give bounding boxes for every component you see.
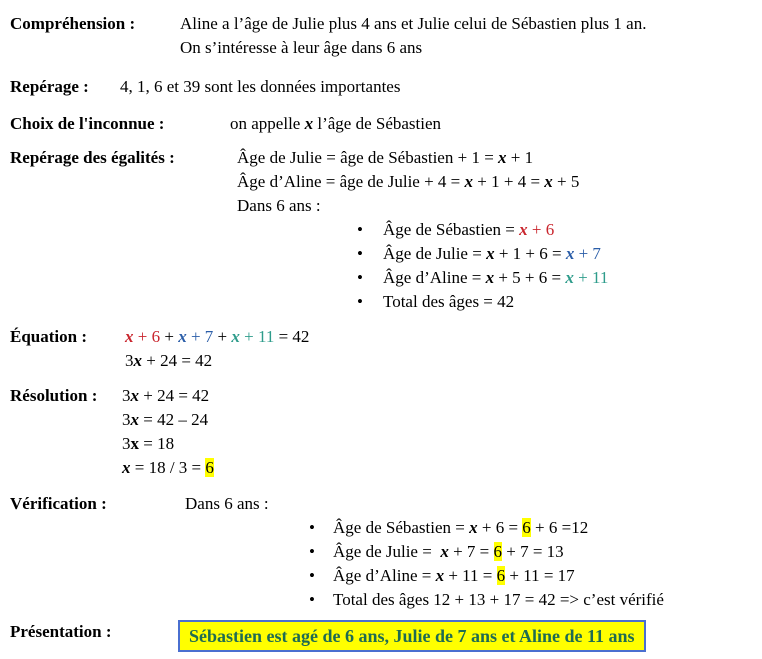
list-item-verif-aline bbox=[307, 564, 762, 588]
resolution-step-4 bbox=[122, 456, 762, 480]
text-run: Total des âges = 42 bbox=[383, 292, 515, 311]
comprehension-line-1: Aline a l’âge de Julie plus 4 ans et Julie celui de Sébastien plus 1 an. bbox=[180, 14, 647, 33]
text-run: + 5 + 6 = bbox=[494, 268, 566, 287]
text-run: = 18 / 3 = bbox=[130, 458, 206, 477]
text-run: x bbox=[565, 268, 574, 287]
egalites-line-julie bbox=[237, 146, 762, 170]
text-run: Âge de Julie = bbox=[383, 244, 487, 263]
list-item-verif-julie bbox=[307, 540, 762, 564]
text-run: Âge de Sébastien = bbox=[333, 518, 470, 537]
text-run: x bbox=[130, 386, 139, 405]
text-run: + 11 = 17 bbox=[505, 566, 575, 585]
text-run: = 42 bbox=[274, 327, 310, 346]
text-run: + 1 + 6 = bbox=[494, 244, 566, 263]
section-verification bbox=[0, 492, 762, 612]
text-run: + 11 = bbox=[444, 566, 497, 585]
text-run: x bbox=[464, 172, 474, 191]
text-run: + 7 = 13 bbox=[502, 542, 564, 561]
text-run: l’âge de Sébastien bbox=[313, 114, 442, 133]
text-run: + bbox=[160, 327, 179, 346]
text-run: 6 bbox=[496, 566, 506, 585]
text-run: 3 bbox=[122, 434, 131, 453]
text-run: + 11 bbox=[573, 268, 609, 287]
text-run: x bbox=[122, 458, 131, 477]
text-run: 6 bbox=[205, 458, 214, 477]
reperage-label: Repérage : bbox=[10, 77, 94, 96]
egalites-line-dans-6-ans: Dans 6 ans : bbox=[237, 196, 321, 215]
text-run: 6 bbox=[522, 518, 531, 537]
verification-bullet-list bbox=[307, 516, 762, 612]
list-item-verif-sebastien bbox=[307, 516, 762, 540]
text-run: + bbox=[213, 327, 232, 346]
text-run: x bbox=[178, 327, 187, 346]
text-run: Âge de Julie = bbox=[333, 542, 441, 561]
resolution-step-3 bbox=[122, 432, 762, 456]
text-run: + 7 bbox=[186, 327, 214, 346]
text-run: x bbox=[486, 244, 495, 263]
equation-line-2 bbox=[125, 349, 762, 373]
text-run: + 7 = bbox=[448, 542, 494, 561]
final-answer-box: Sébastien est agé de 6 ans, Julie de 7 ans et Aline de 11 ans bbox=[178, 620, 646, 652]
resolution-step-2 bbox=[122, 408, 762, 432]
text-run: + 5 bbox=[552, 172, 580, 191]
choix-line bbox=[230, 112, 762, 136]
text-run: = 18 bbox=[139, 434, 175, 453]
text-run: + 24 = 42 bbox=[142, 351, 213, 370]
text-run: = 42 – 24 bbox=[139, 410, 209, 429]
section-presentation bbox=[0, 620, 762, 652]
list-item-age-sebastien bbox=[355, 218, 762, 242]
reperage-line: 4, 1, 6 et 39 sont les données importantes bbox=[120, 77, 401, 96]
list-item-total-ages bbox=[355, 290, 762, 314]
text-run: Âge de Sébastien = bbox=[383, 220, 520, 239]
section-reperage-egalites bbox=[0, 146, 762, 314]
section-resolution bbox=[0, 384, 762, 480]
section-comprehension bbox=[0, 12, 762, 60]
comprehension-label: Compréhension : bbox=[10, 14, 140, 33]
text-run: Total des âges 12 + 13 + 17 = 42 => c’est vérifié bbox=[333, 590, 664, 609]
text-run: x bbox=[130, 434, 139, 453]
egalites-label: Repérage des égalités : bbox=[10, 148, 180, 167]
egalites-bullet-list bbox=[355, 218, 762, 314]
equation-label: Équation : bbox=[10, 327, 92, 346]
section-reperage bbox=[0, 75, 762, 99]
equation-line-1 bbox=[125, 325, 762, 349]
text-run: x bbox=[304, 114, 314, 133]
text-run: x bbox=[440, 542, 449, 561]
text-run: x bbox=[125, 327, 134, 346]
text-run: x bbox=[565, 244, 575, 263]
section-equation bbox=[0, 325, 762, 373]
choix-label: Choix de l'inconnue : bbox=[10, 114, 169, 133]
verification-label: Vérification : bbox=[10, 494, 112, 513]
text-run: + 11 bbox=[239, 327, 275, 346]
text-run: Âge d’Aline = bbox=[333, 566, 436, 585]
text-run: x bbox=[435, 566, 445, 585]
text-run: + 1 bbox=[506, 148, 534, 167]
section-choix-inconnue bbox=[0, 112, 762, 136]
text-run: x bbox=[469, 518, 478, 537]
text-run: x bbox=[485, 268, 495, 287]
presentation-label: Présentation : bbox=[10, 622, 116, 641]
text-run: + 6 = bbox=[477, 518, 523, 537]
resolution-step-1 bbox=[122, 384, 762, 408]
text-run: x bbox=[130, 410, 139, 429]
text-run: x bbox=[544, 172, 553, 191]
text-run: 3 bbox=[122, 386, 131, 405]
text-run: + 24 = 42 bbox=[139, 386, 210, 405]
list-item-age-julie bbox=[355, 242, 762, 266]
text-run: 3 bbox=[122, 410, 131, 429]
text-run: 6 bbox=[493, 542, 502, 561]
list-item-age-aline bbox=[355, 266, 762, 290]
text-run: Âge d’Aline = bbox=[383, 268, 486, 287]
text-run: on appelle bbox=[230, 114, 305, 133]
text-run: + 7 bbox=[574, 244, 601, 263]
verification-intro: Dans 6 ans : bbox=[185, 494, 269, 513]
egalites-line-aline bbox=[237, 170, 762, 194]
text-run: Âge de Julie = âge de Sébastien + 1 = bbox=[237, 148, 499, 167]
text-run: + 6 bbox=[527, 220, 555, 239]
text-run: + 6 =12 bbox=[530, 518, 589, 537]
text-run: x bbox=[133, 351, 142, 370]
comprehension-line-2: On s’intéresse à leur âge dans 6 ans bbox=[180, 38, 423, 57]
text-run: x bbox=[231, 327, 240, 346]
text-run: x bbox=[498, 148, 507, 167]
text-run: Âge d’Aline = âge de Julie + 4 = bbox=[237, 172, 465, 191]
text-run: 3 bbox=[125, 351, 134, 370]
text-run: + 1 + 4 = bbox=[473, 172, 545, 191]
list-item-verif-total bbox=[307, 588, 762, 612]
resolution-label: Résolution : bbox=[10, 386, 102, 405]
text-run: x bbox=[519, 220, 528, 239]
text-run: + 6 bbox=[133, 327, 161, 346]
